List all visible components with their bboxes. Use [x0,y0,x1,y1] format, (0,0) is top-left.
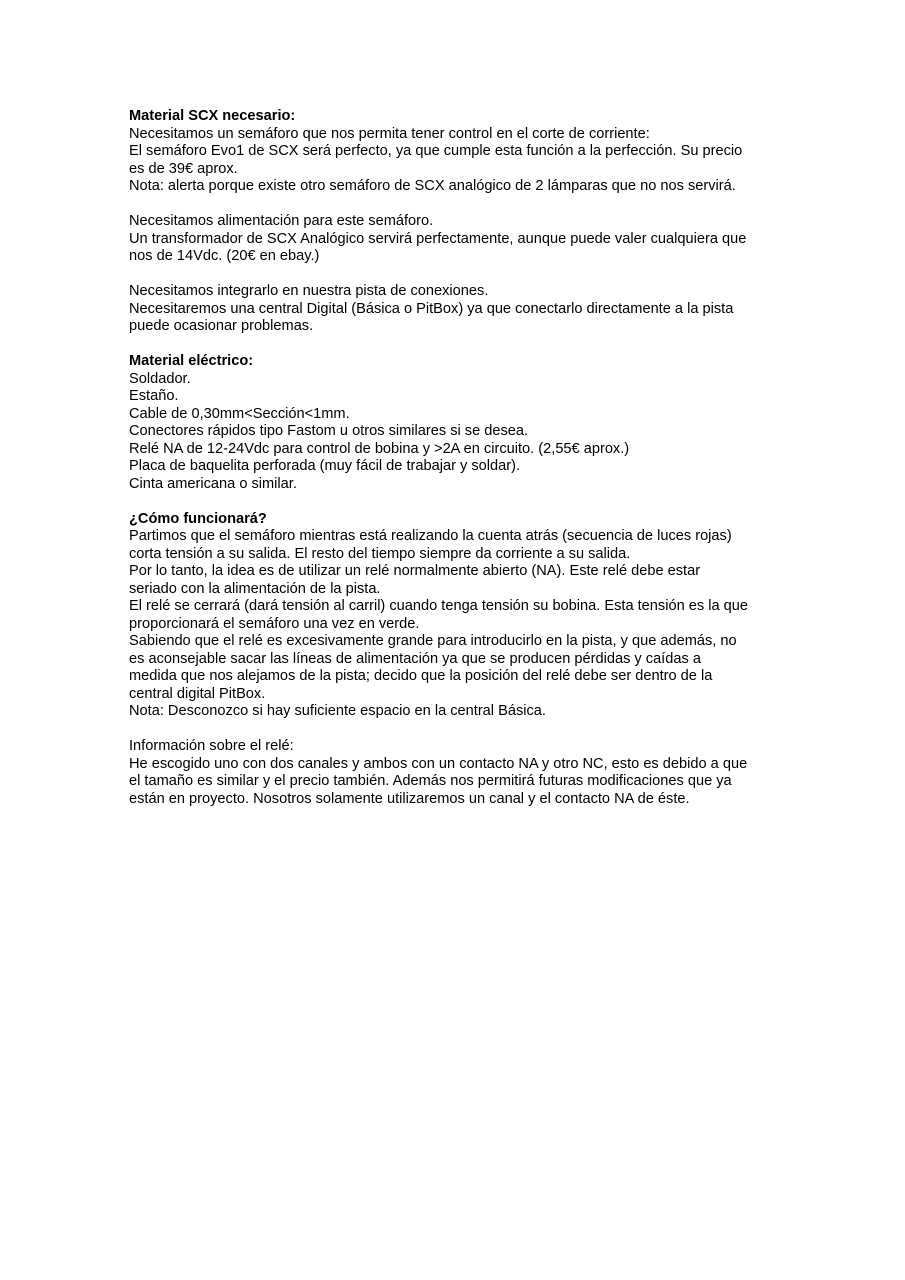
section-heading-material-electrico: Material eléctrico: [129,353,254,369]
paragraph-line: es aconsejable sacar las líneas de alimentación ya que se producen pérdidas y caídas a [129,650,701,667]
document-body [129,108,779,808]
list-item: Cable de 0,30mm<Sección<1mm. [129,405,350,422]
paragraph-line: nos de 14Vdc. (20€ en ebay.) [129,248,320,264]
paragraph-line: corta tensión a su salida. El resto del tiempo siempre da corriente a su salida. [129,545,631,562]
paragraph-gap [129,493,779,511]
paragraph-gap [129,721,779,739]
paragraph-line: Necesitamos un semáforo que nos permita tener control en el corte de corriente: [129,125,650,142]
section-heading-material-scx: Material SCX necesario: [129,108,296,124]
paragraph-line: He escogido uno con dos canales y ambos con un contacto NA y otro NC, esto es debido a que [129,755,748,772]
list-item: Estaño. [129,388,179,404]
paragraph-line: Por lo tanto, la idea es de utilizar un relé normalmente abierto (NA). Este relé debe estar [129,563,701,579]
paragraph-line: Necesitamos alimentación para este semáforo. [129,213,434,229]
paragraph-gap [129,196,779,214]
list-item: Conectores rápidos tipo Fastom u otros similares si se desea. [129,423,529,439]
paragraph-line: central digital PitBox. [129,685,266,702]
paragraph-line: El relé se cerrará (dará tensión al carril) cuando tenga tensión su bobina. Esta tensión es la que [129,598,748,614]
paragraph-line: Sabiendo que el relé es excesivamente grande para introducirlo en la pista, y que además, no [129,633,737,649]
section-heading-como-funcionara: ¿Cómo funcionará? [129,510,267,527]
paragraph-line: Partimos que el semáforo mientras está realizando la cuenta atrás (secuencia de luces rojas) [129,528,732,544]
paragraph-line: seriado con la alimentación de la pista. [129,580,381,597]
paragraph-line: es de 39€ aprox. [129,160,238,177]
paragraph-line: Información sobre el relé: [129,738,294,754]
list-item: Relé NA de 12-24Vdc para control de bobina y >2A en circuito. (2,55€ aprox.) [129,440,630,457]
paragraph-line: El semáforo Evo1 de SCX será perfecto, ya que cumple esta función a la perfección. Su precio [129,143,743,159]
list-item: Soldador. [129,370,191,387]
paragraph-line: Necesitaremos una central Digital (Básica o PitBox) ya que conectarlo directamente a la pista [129,300,734,317]
paragraph-line: proporcionará el semáforo una vez en verde. [129,615,420,632]
paragraph-line: están en proyecto. Nosotros solamente utilizaremos un canal y el contacto NA de éste. [129,790,690,807]
paragraph-line: Un transformador de SCX Analógico servirá perfectamente, aunque puede valer cualquiera que [129,230,747,247]
paragraph-line: Nota: Desconozco si hay suficiente espacio en la central Básica. [129,703,546,719]
paragraph-line: Nota: alerta porque existe otro semáforo de SCX analógico de 2 lámparas que no nos servirá. [129,178,736,194]
list-item: Placa de baquelita perforada (muy fácil de trabajar y soldar). [129,458,520,474]
paragraph-line: medida que nos alejamos de la pista; decido que la posición del relé debe ser dentro de la [129,668,713,684]
paragraph-line: el tamaño es similar y el precio también. Además nos permitirá futuras modificaciones que ya [129,773,732,789]
paragraph-line: Necesitamos integrarlo en nuestra pista de conexiones. [129,283,489,299]
paragraph-gap [129,336,779,354]
paragraph-line: puede ocasionar problemas. [129,318,314,334]
paragraph-gap [129,266,779,284]
list-item: Cinta americana o similar. [129,475,297,492]
